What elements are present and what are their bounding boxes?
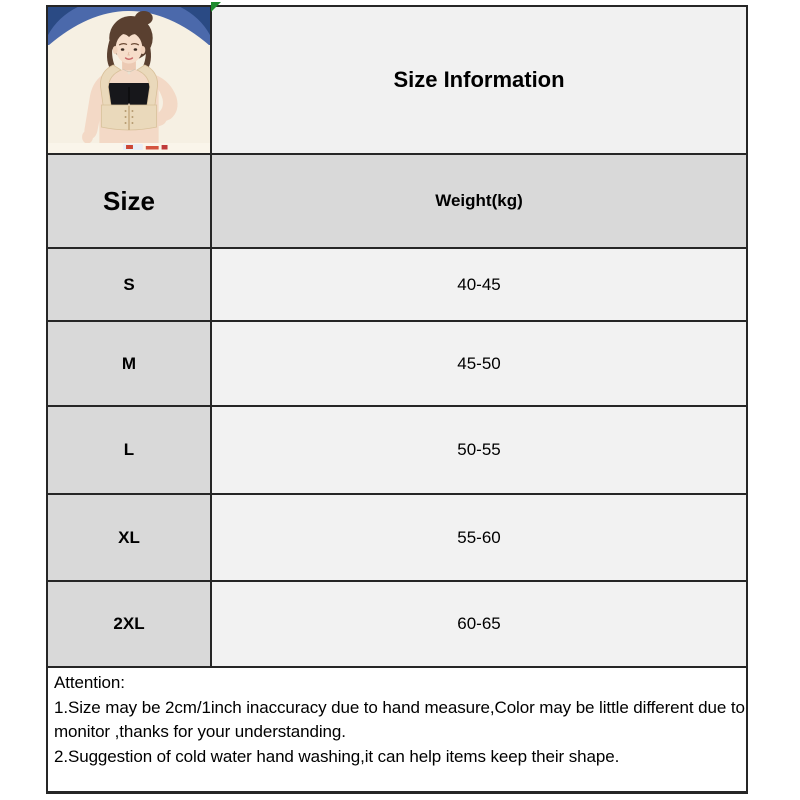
weight-value: 40-45 (212, 249, 746, 320)
table-row-s (48, 249, 746, 322)
product-photo-image (48, 7, 210, 153)
weight-value: 50-55 (212, 407, 746, 493)
table-row-l (48, 407, 746, 495)
size-label: 2XL (48, 582, 212, 666)
weight-value: 45-50 (212, 322, 746, 405)
size-label: L (48, 407, 212, 493)
table-header-row (48, 155, 746, 249)
product-photo (48, 7, 212, 153)
attention-line: monitor ,thanks for your understanding. (54, 722, 346, 741)
size-label: M (48, 322, 212, 405)
weight-value: 55-60 (212, 495, 746, 580)
column-header-weight: Weight(kg) (212, 155, 746, 247)
attention-line: 1.Size may be 2cm/1inch inaccuracy due to hand measure,Color may be little different due to (54, 697, 745, 717)
weight-value: 60-65 (212, 582, 746, 666)
attention-note (48, 668, 746, 791)
size-label: S (48, 249, 212, 320)
page-title: Size Information (393, 67, 565, 92)
attention-heading: Attention: (54, 673, 125, 692)
size-label: XL (48, 495, 212, 580)
table-row-m (48, 322, 746, 407)
column-header-size: Size (48, 155, 212, 247)
green-corner-marker-icon (211, 2, 221, 12)
top-row (48, 7, 746, 155)
attention-line: 2.Suggestion of cold water hand washing,it can help items keep their shape. (54, 746, 620, 766)
table-row-2xl (48, 582, 746, 668)
title-cell (212, 7, 746, 153)
size-chart-sheet (46, 5, 748, 794)
table-row-xl (48, 495, 746, 582)
